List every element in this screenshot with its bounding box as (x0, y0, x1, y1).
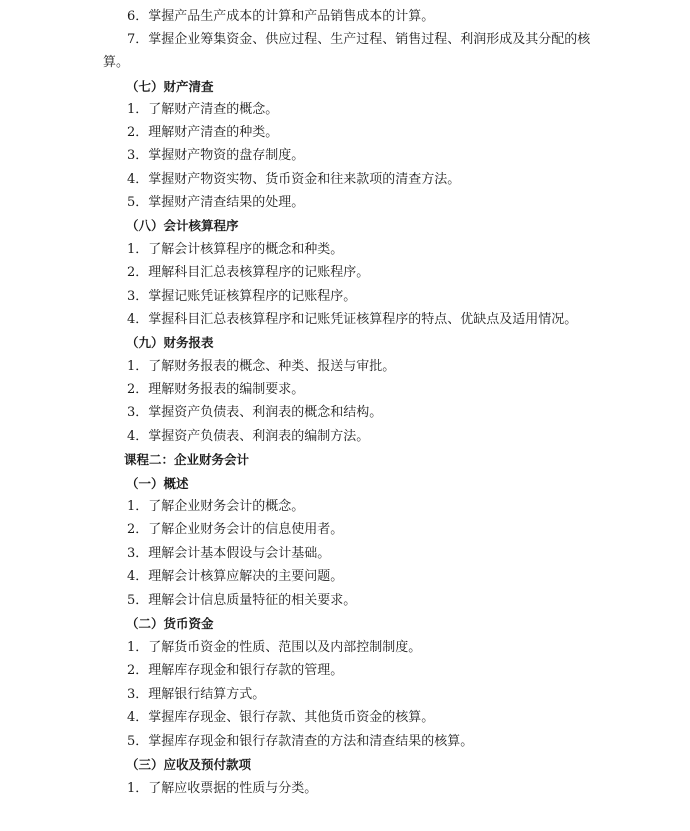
list-item: 2．理解科目汇总表核算程序的记账程序。 (127, 265, 370, 280)
list-item: 4．掌握科目汇总表核算程序和记账凭证核算程序的特点、优缺点及适用情况。 (127, 312, 578, 327)
section-heading: （一）概述 (126, 476, 189, 491)
list-item: 1．了解财务报表的概念、种类、报送与审批。 (127, 359, 396, 374)
list-item: 6．掌握产品生产成本的计算和产品销售成本的计算。 (127, 9, 435, 24)
list-item: 4．理解会计核算应解决的主要问题。 (127, 569, 344, 584)
section-heading: （二）货币资金 (126, 616, 214, 631)
list-item: 3．掌握资产负债表、利润表的概念和结构。 (127, 405, 383, 420)
list-item: 4．掌握资产负债表、利润表的编制方法。 (127, 429, 370, 444)
list-item: 2．理解库存现金和银行存款的管理。 (127, 663, 344, 678)
list-item: 7．掌握企业筹集资金、供应过程、生产过程、销售过程、利润形成及其分配的核 (127, 32, 591, 47)
list-item: 1．了解财产清查的概念。 (127, 102, 279, 117)
list-item: 1．了解应收票据的性质与分类。 (127, 781, 318, 796)
list-item: 4．掌握库存现金、银行存款、其他货币资金的核算。 (127, 710, 435, 725)
list-item: 3．掌握记账凭证核算程序的记账程序。 (127, 289, 357, 304)
list-item: 3．掌握财产物资的盘存制度。 (127, 148, 305, 163)
section-heading: （七）财产清查 (126, 79, 214, 94)
list-item: 1．了解货币资金的性质、范围以及内部控制制度。 (127, 640, 422, 655)
list-item: 4．掌握财产物资实物、货币资金和往来款项的清查方法。 (127, 172, 461, 187)
course-heading: 课程二：企业财务会计 (124, 452, 250, 467)
list-item: 1．了解企业财务会计的概念。 (127, 499, 305, 514)
list-item-continuation: 算。 (103, 55, 130, 70)
section-heading: （九）财务报表 (126, 335, 214, 350)
list-item: 1．了解会计核算程序的概念和种类。 (127, 242, 344, 257)
list-item: 3．理解会计基本假设与会计基础。 (127, 546, 331, 561)
list-item: 5．掌握库存现金和银行存款清查的方法和清查结果的核算。 (127, 734, 474, 749)
list-item: 3．理解银行结算方式。 (127, 687, 266, 702)
list-item: 2．理解财务报表的编制要求。 (127, 382, 305, 397)
list-item: 2．了解企业财务会计的信息使用者。 (127, 522, 344, 537)
list-item: 5．理解会计信息质量特征的相关要求。 (127, 593, 357, 608)
section-heading: （八）会计核算程序 (126, 218, 239, 233)
list-item: 5．掌握财产清查结果的处理。 (127, 195, 305, 210)
list-item: 2．理解财产清查的种类。 (127, 125, 279, 140)
section-heading: （三）应收及预付款项 (126, 757, 252, 772)
